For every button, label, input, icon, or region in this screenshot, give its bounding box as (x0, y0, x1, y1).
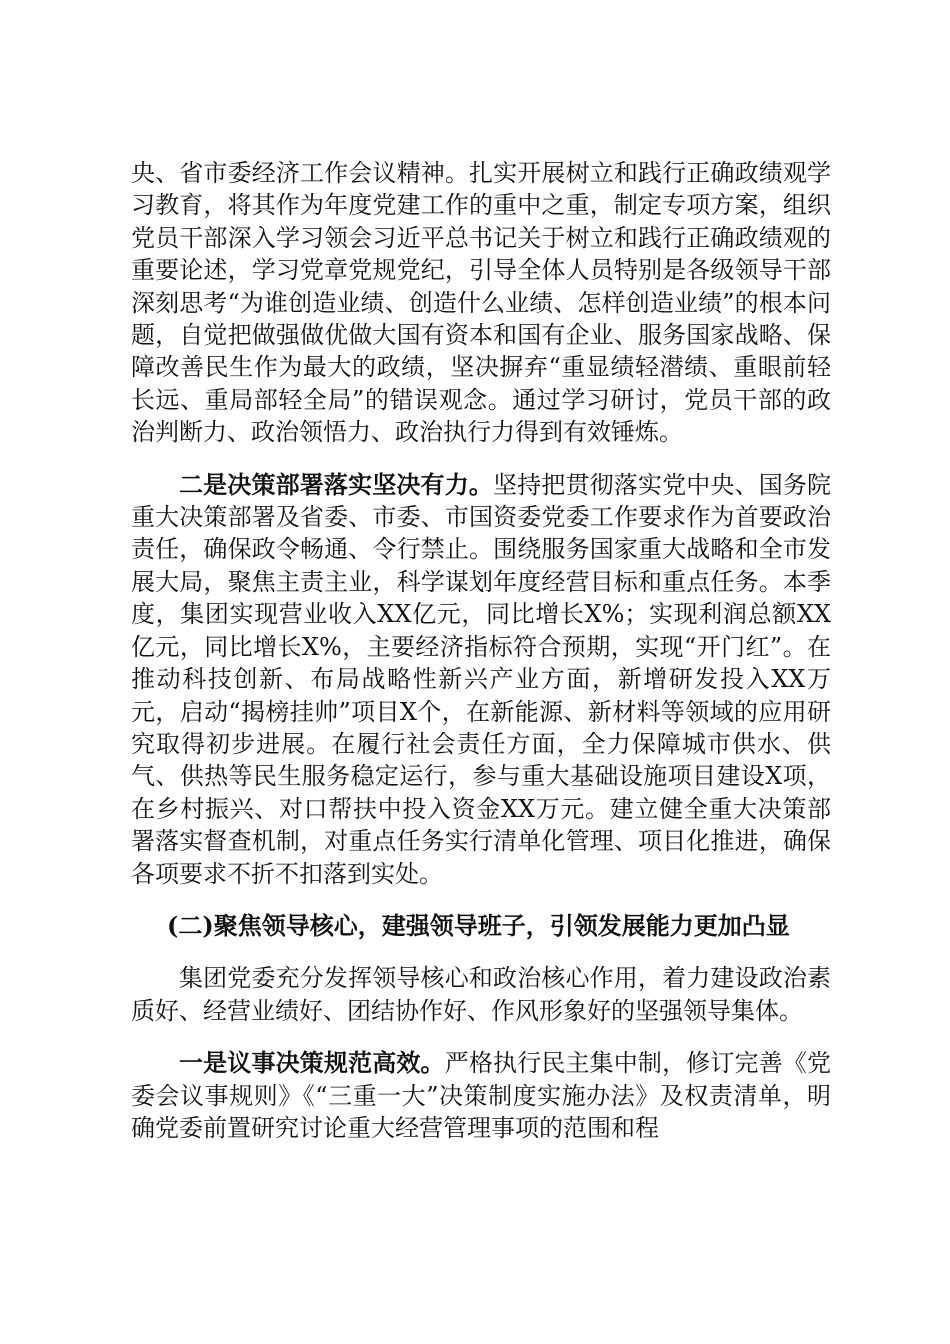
paragraph-party-committee (131, 962, 831, 1027)
paragraph-text: 严格执行民主集中制，修订完善《党委会议事规则》《“三重一大”决策制度实施办法》及权责清单，明确党委前置研究讨论重大经营管理事项的范围和程 (131, 1049, 832, 1142)
paragraph-decision-making (131, 1047, 831, 1144)
paragraph-text: 央、省市委经济工作会议精神。扎实开展树立和践行正确政绩观学习教育，将其作为年度党建工作的重中之重，制定专项方案，组织党员干部深入学习领会习近平总书记关于树立和践行正确政绩观的重要论述，学习党章党规党纪，引导全体人员特别是各级领导干部深刻思考“为谁创造业绩、创造什么业绩、怎样创造业绩”的根本问题，自觉把做强做优做大国有资本和国有企业、服务国家战略、保障改善民生作为最大的政绩，坚决摒弃“重显绩轻潜绩、重眼前轻长远、重局部轻全局”的错误观念。通过学习研讨，党员干部的政治判断力、政治领悟力、政治执行力得到有效锤炼。 (131, 159, 831, 447)
paragraph-lead: 二是决策部署落实坚决有力。 (179, 469, 493, 499)
document-page (131, 157, 831, 1144)
paragraph-continued (131, 157, 831, 449)
section-heading: (二)聚焦领导核心，建强领导班子，引领发展能力更加凸显 (167, 910, 790, 940)
paragraph-text: 坚持把贯彻落实党中央、国务院重大决策部署及省委、市委、市国资委党委工作要求作为首要政治责任，确保政令畅通、令行禁止。围绕服务国家重大战略和全市发展大局，聚焦主责主业，科学谋划年度经营目标和重点任务。本季度，集团实现营业收入XX亿元，同比增长X%；实现利润总额XX亿元，同比增长X%，主要经济指标符合预期，实现“开门红”。在推动科技创新、布局战略性新兴产业方面，新增研发投入XX万元，启动“揭榜挂帅”项目X个，在新能源、新材料等领域的应用研究取得初步进展。在履行社会责任方面，全力保障城市供水、供气、供热等民生服务稳定运行，参与重大基础设施项目建设X项，在乡村振兴、对口帮扶中投入资金XX万元。建立健全重大决策部署落实督查机制，对重点任务实行清单化管理、项目化推进，确保各项要求不折不扣落到实处。 (131, 470, 831, 888)
paragraph-text: 集团党委充分发挥领导核心和政治核心作用，着力建设政治素质好、经营业绩好、团结协作好、作风形象好的坚强领导集体。 (131, 964, 831, 1025)
paragraph-decision-implementation (131, 469, 831, 890)
paragraph-lead: 一是议事决策规范高效。 (179, 1048, 445, 1078)
